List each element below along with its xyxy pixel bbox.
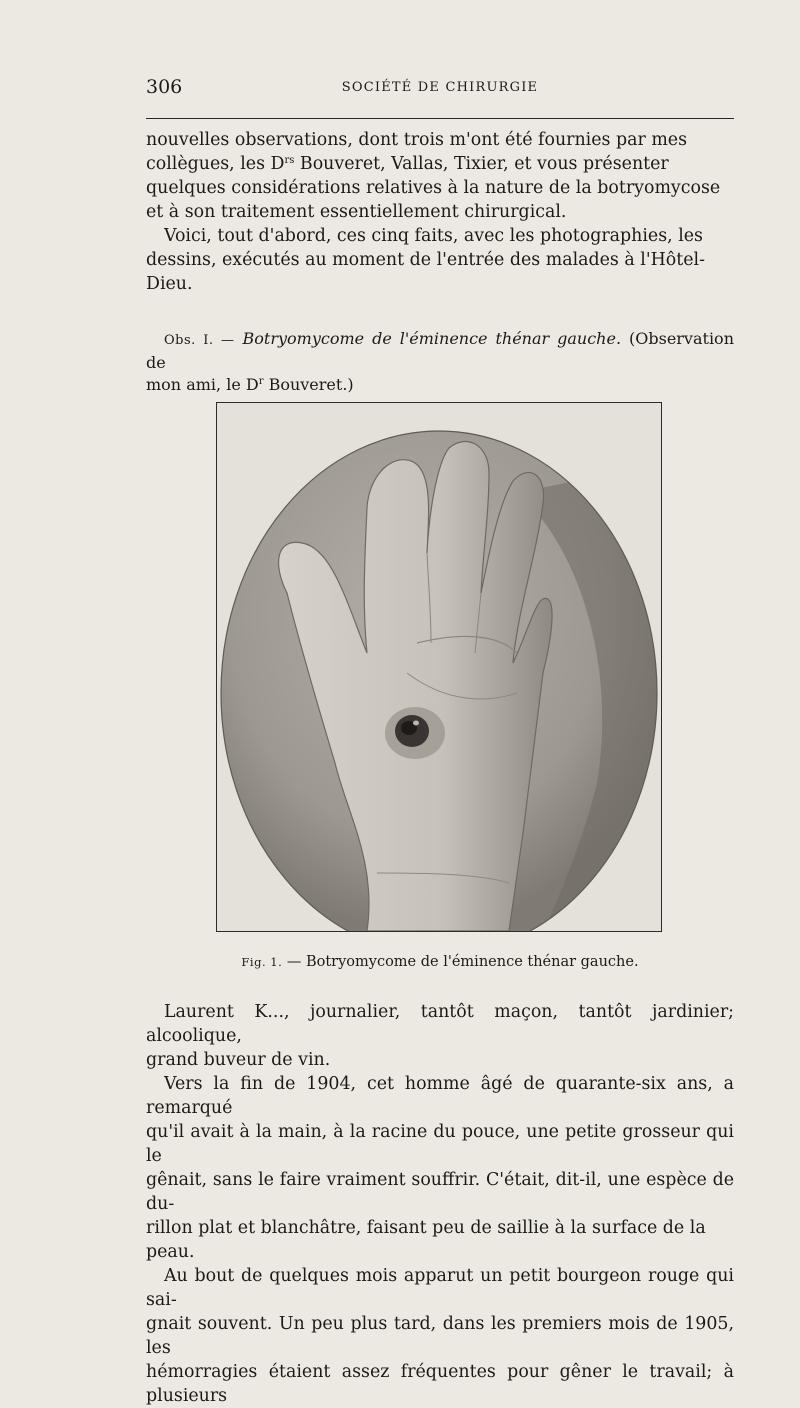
text-line: quelques considérations relatives à la nature de la botryomycose xyxy=(146,178,721,198)
text-line: grand buveur de vin. xyxy=(146,1050,331,1070)
text-line: hémorragies étaient assez fréquentes pour gêner le travail; à plusieurs xyxy=(146,1362,734,1406)
text-line: dessins, exécutés au moment de l'entrée des malades à l'Hôtel- xyxy=(146,250,705,270)
text-line: Dieu. xyxy=(146,274,193,294)
page-number: 306 xyxy=(146,76,183,98)
caption-label: Fig. 1. xyxy=(241,955,283,969)
hand-photograph xyxy=(216,402,662,932)
body-text xyxy=(146,1000,734,1408)
text-line: gênait, sans le faire vraiment souffrir. C'était, dit-il, une espèce de du- xyxy=(146,1170,734,1214)
text-line: qu'il avait à la main, à la racine du pouce, une petite grosseur qui le xyxy=(146,1122,734,1166)
running-title: SOCIÉTÉ DE CHIRURGIE xyxy=(341,80,539,95)
page-header xyxy=(146,76,734,100)
text-line: gnait souvent. Un peu plus tard, dans les premiers mois de 1905, les xyxy=(146,1314,734,1358)
text-line: Vers la fin de 1904, cet homme âgé de quarante-six ans, a remarqué xyxy=(146,1074,734,1118)
text-line: rillon plat et blanchâtre, faisant peu de saillie à la surface de la peau. xyxy=(146,1218,706,1262)
text-line: Au bout de quelques mois apparut un petit bourgeon rouge qui sai- xyxy=(146,1266,734,1310)
obs-title: Botryomycome de l'éminence thénar gauche. xyxy=(242,329,622,348)
text-line: Voici, tout d'abord, ces cinq faits, avec les photographies, les xyxy=(164,226,703,246)
text-line: et à son traitement essentiellement chirurgical. xyxy=(146,202,567,222)
text-line: nouvelles observations, dont trois m'ont été fournies par mes xyxy=(146,130,688,150)
header-rule xyxy=(146,118,734,119)
caption-text: — Botryomycome de l'éminence thénar gauche. xyxy=(282,954,639,970)
text-line: Laurent K..., journalier, tantôt maçon, tantôt jardinier; alcoolique, xyxy=(146,1002,734,1046)
text-line: collègues, les $D^{rs}$ Bouveret, Vallas, Tixier, et vous présenter xyxy=(146,154,669,174)
figure-caption xyxy=(146,954,734,970)
observation-heading: Obs. I. — Botryomycome de l'éminence thénar gauche. (Observation de mon ami, le $D^r$ Bouveret.) xyxy=(146,329,734,394)
obs-label: Obs. I. — xyxy=(164,333,235,348)
intro-text xyxy=(146,128,734,296)
